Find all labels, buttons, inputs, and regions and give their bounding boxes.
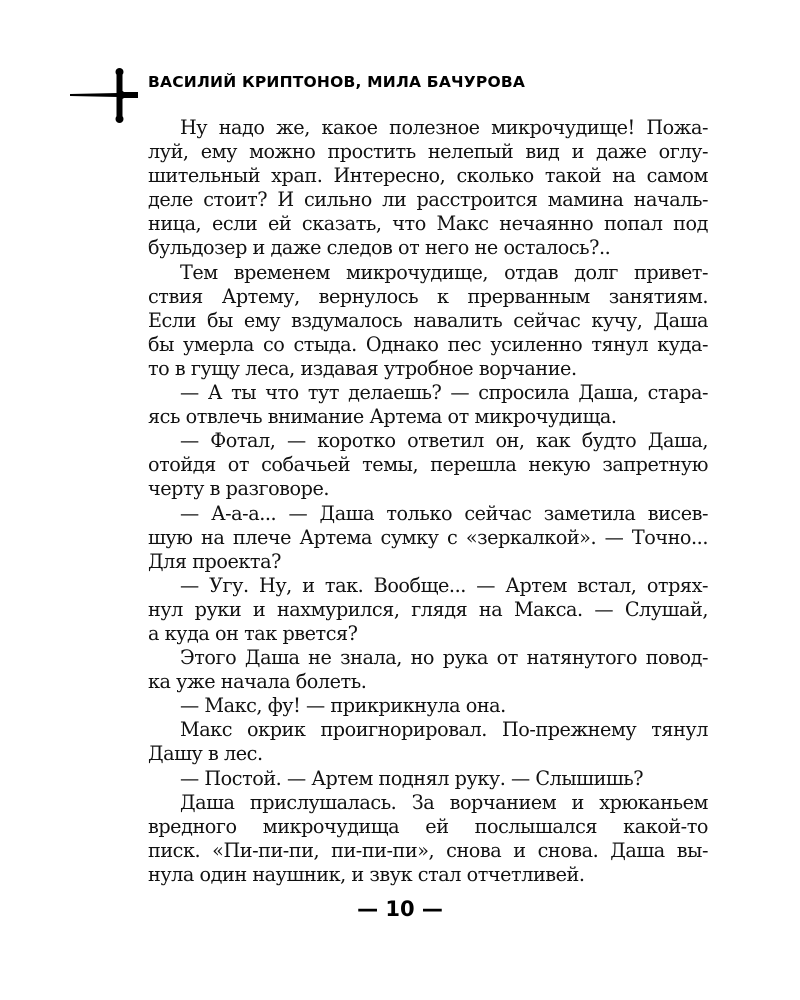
text-line: луй, ему можно простить нелепый вид и даже оглу-: [148, 140, 708, 164]
running-title: ВАСИЛИЙ КРИПТОНОВ, МИЛА БАЧУРОВА: [148, 73, 526, 91]
text-line: шую на плече Артема сумку с «зеркалкой». — Точно...: [148, 525, 708, 549]
text-line: черту в разговоре.: [148, 477, 330, 501]
text-line: — А-а-а... — Даша только сейчас заметила висев-: [180, 501, 708, 525]
text-line: Ну надо же, какое полезное микрочудище! Пожа-: [180, 116, 708, 139]
text-line: шительный храп. Интересно, сколько такой на самом: [148, 164, 708, 188]
text-line: ясь отвлечь внимание Артема от микрочудища.: [148, 405, 617, 429]
text-line: Для проекта?: [148, 549, 281, 573]
text-line: — Постой. — Артем поднял руку. — Слышишь?: [180, 766, 644, 790]
body-text: [148, 116, 708, 887]
page-number: — 10 —: [357, 897, 443, 921]
text-line: бы умерла со стыда. Однако пес усиленно тянул куда-: [148, 332, 708, 356]
text-line: — Угу. Ну, и так. Вообще... — Артем встал, отрях-: [180, 573, 708, 597]
text-line: ка уже начала болеть.: [148, 670, 367, 694]
text-line: — Фотал, — коротко ответил он, как будто Даша,: [180, 429, 708, 453]
text-line: Макс окрик проигнорировал. По-прежнему тянул: [180, 718, 708, 742]
text-line: отойдя от собачьей темы, перешла некую запретную: [148, 453, 708, 477]
text-line: то в гущу леса, издавая утробное ворчание.: [148, 356, 577, 380]
text-line: Тем временем микрочудище, отдав долг привет-: [180, 260, 708, 284]
text-line: нула один наушник, и звук стал отчетливей.: [148, 862, 585, 886]
text-line: а куда он так рвется?: [148, 621, 358, 645]
text-line: писк. «Пи-пи-пи, пи-пи-пи», снова и снова. Даша вы-: [148, 838, 708, 862]
text-line: — А ты что тут делаешь? — спросила Даша, стара-: [180, 381, 708, 405]
text-line: Дашу в лес.: [148, 742, 263, 766]
text-line: Даша прислушалась. За ворчанием и хрюканьем: [180, 790, 708, 814]
text-line: вредного микрочудища ей послышался какой-то: [148, 814, 708, 838]
text-line: деле стоит? И сильно ли расстроится мамина началь-: [148, 188, 708, 212]
text-line: Если бы ему вздумалось навалить сейчас кучу, Даша: [148, 308, 708, 332]
text-line: Этого Даша не знала, но рука от натянутого повод-: [180, 646, 708, 670]
text-line: нул руки и нахмурился, глядя на Макса. — Слушай,: [148, 597, 708, 621]
text-line: — Макс, фу! — прикрикнула она.: [180, 694, 506, 718]
sword-dagger-icon: [68, 66, 138, 126]
text-line: бульдозер и даже следов от него не осталось?..: [148, 236, 611, 260]
text-line: ница, если ей сказать, что Макс нечаянно попал под: [148, 212, 708, 236]
text-line: ствия Артему, вернулось к прерванным занятиям.: [148, 284, 708, 308]
